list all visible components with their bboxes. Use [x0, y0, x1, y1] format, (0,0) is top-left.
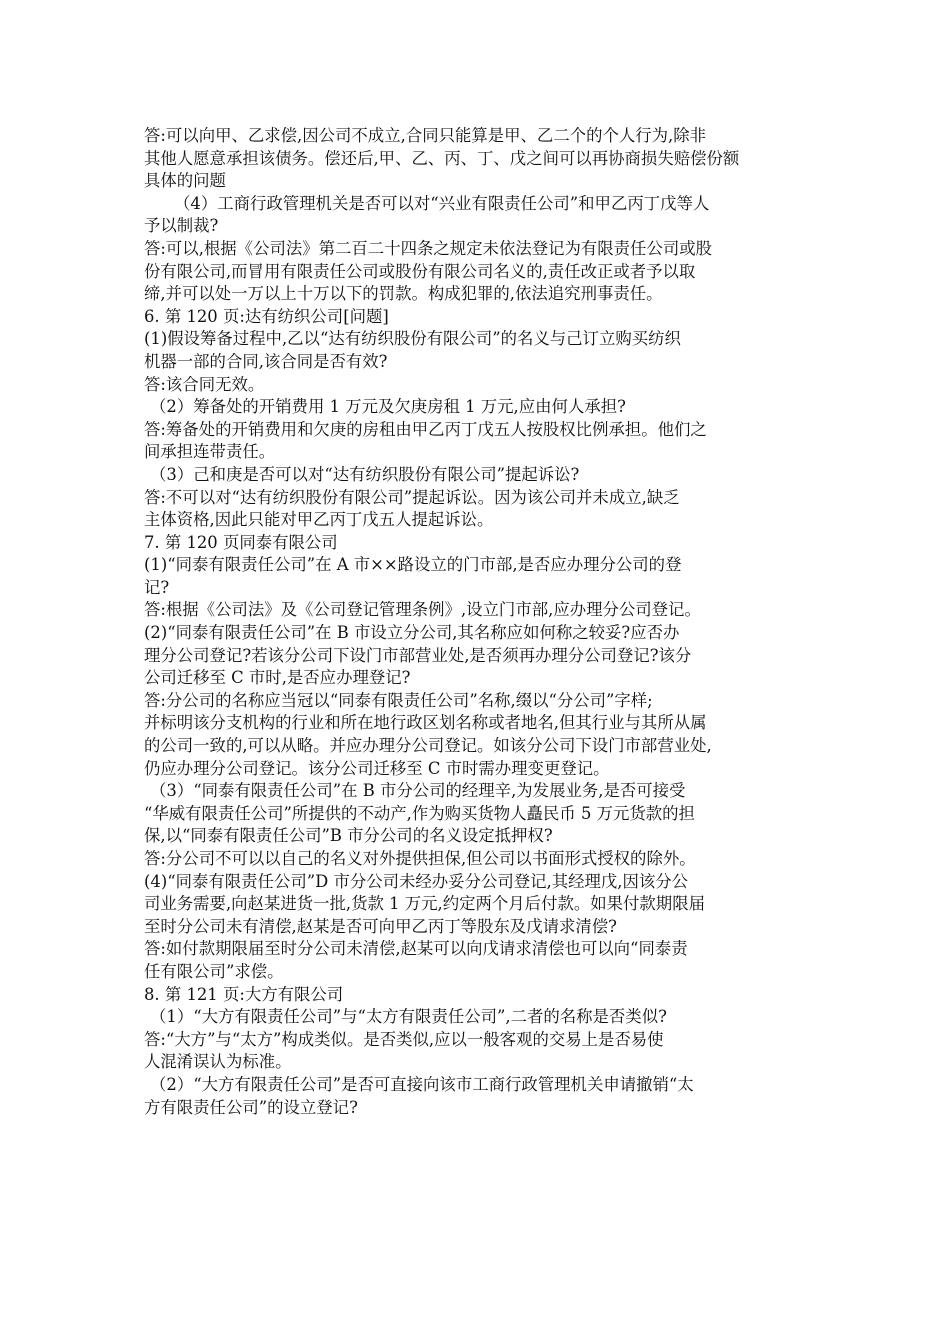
answer-line: 的公司一致的,可以从略。并应办理分公司登记。如该分公司下设门市部营业处, — [144, 736, 712, 756]
answer-line: 答:分公司的名称应当冠以“同泰有限责任公司”名称,缀以“分公司”字样; — [144, 690, 653, 710]
question-line: 保,以“同泰有限责任公司”B 市分公司的名义设定抵押权? — [144, 826, 553, 846]
question-line: 司业务需要,向赵某进货一批,货款 1 万元,约定两个月后付款。如果付款期限届 — [144, 894, 705, 914]
question-line: （2）筹备处的开销费用 1 万元及欠庚房租 1 万元,应由何人承担? — [150, 397, 626, 417]
answer-line: 具体的问题 — [144, 171, 226, 191]
answer-line: 并标明该分支机构的行业和所在地行政区划名称或者地名,但其行业与其所从属 — [144, 713, 707, 733]
question-line: （4）工商行政管理机关是否可以对“兴业有限责任公司”和甲乙丙丁戊等人 — [174, 193, 710, 213]
question-line: (1)“同泰有限责任公司”在 A 市××路设立的门市部,是否应办理分公司的登 — [144, 555, 682, 575]
section-heading: 6. 第 120 页:达有纺织公司[问题] — [144, 306, 389, 326]
answer-line: 间承担连带责任。 — [144, 442, 276, 462]
answer-line: 份有限公司,而冒用有限责任公司或股份有限公司名义的,责任改正或者予以取 — [144, 261, 696, 281]
answer-line: 仍应办理分公司登记。该分公司迁移至 C 市时需办理变更登记。 — [144, 758, 610, 778]
question-line: 理分公司登记?若该分公司下设门市部营业处,是否须再办理分公司登记?该分 — [144, 645, 692, 665]
answer-line: 答:“大方”与“太方”构成类似。是否类似,应以一般客观的交易上是否易使 — [144, 1029, 664, 1049]
question-line: 记? — [144, 577, 170, 597]
question-line: (1)假设筹备过程中,乙以“达有纺织股份有限公司”的名义与己订立购买纺织 — [144, 329, 681, 349]
answer-line: 答:分公司不可以以自己的名义对外提供担保,但公司以书面形式授权的除外。 — [144, 849, 696, 868]
answer-line: 答:如付款期限届至时分公司未清偿,赵某可以向戊请求清偿也可以向“同泰责 — [144, 939, 688, 959]
document-page — [144, 125, 812, 1119]
answer-line: 任有限公司”求偿。 — [144, 961, 284, 981]
answer-line: 答:可以向甲、乙求偿,因公司不成立,合同只能算是甲、乙二个的个人行为,除非 — [144, 126, 707, 145]
question-line: (2)“同泰有限责任公司”在 B 市设立分公司,其名称应如何称之较妥?应否办 — [144, 623, 680, 643]
question-line: 予以制裁? — [144, 216, 219, 236]
question-line: 方有限责任公司”的设立登记? — [144, 1097, 358, 1117]
answer-line: 答:该合同无效。 — [144, 374, 265, 394]
answer-line: 其他人愿意承担该债务。偿还后,甲、乙、丙、丁、戊之间可以再协商损失赔偿份额 — [144, 148, 740, 168]
answer-line: 答:不可以对“达有纺织股份有限公司”提起诉讼。因为该公司并未成立,缺乏 — [144, 487, 680, 507]
answer-line: 人混淆误认为标准。 — [144, 1052, 292, 1072]
question-line: （1）“大方有限责任公司”与“太方有限责任公司”,二者的名称是否类似? — [150, 1007, 667, 1027]
answer-line: 答:筹备处的开销费用和欠庚的房租由甲乙丙丁戊五人按股权比例承担。他们之 — [144, 419, 707, 439]
question-line: 公司迁移至 C 市时,是否应办理登记? — [144, 668, 411, 688]
question-line: （3）己和庚是否可以对“达有纺织股份有限公司”提起诉讼? — [150, 464, 580, 484]
section-heading: 7. 第 120 页同泰有限公司 — [144, 532, 338, 552]
answer-line: 缔,并可以处一万以上十万以下的罚款。构成犯罪的,依法追究刑事责任。 — [144, 284, 663, 304]
answer-line: 主体资格,因此只能对甲乙丙丁戊五人提起诉讼。 — [144, 510, 494, 530]
answer-line: 答:可以,根据《公司法》第二百二十四条之规定未依法登记为有限责任公司或股 — [144, 238, 713, 258]
question-line: 至时分公司未有清偿,赵某是否可向甲乙丙丁等股东及戊请求清偿? — [144, 916, 617, 936]
question-line: (4)“同泰有限责任公司”D 市分公司未经办妥分公司登记,其经理戊,因该分公 — [144, 871, 689, 891]
question-line: （3）“同泰有限责任公司”在 B 市分公司的经理辛,为发展业务,是否可接受 — [150, 781, 686, 801]
question-line: （2）“大方有限责任公司”是否可直接向该市工商行政管理机关申请撤销“太 — [150, 1074, 694, 1094]
section-heading: 8. 第 121 页:大方有限公司 — [144, 984, 344, 1004]
question-line: “华威有限责任公司”所提供的不动产,作为购买货物人矗民币 5 万元货款的担 — [144, 803, 695, 823]
question-line: 机器一部的合同,该合同是否有效? — [144, 351, 388, 371]
answer-line: 答:根据《公司法》及《公司登记管理条例》,设立门市部,应办理分公司登记。 — [144, 600, 701, 620]
